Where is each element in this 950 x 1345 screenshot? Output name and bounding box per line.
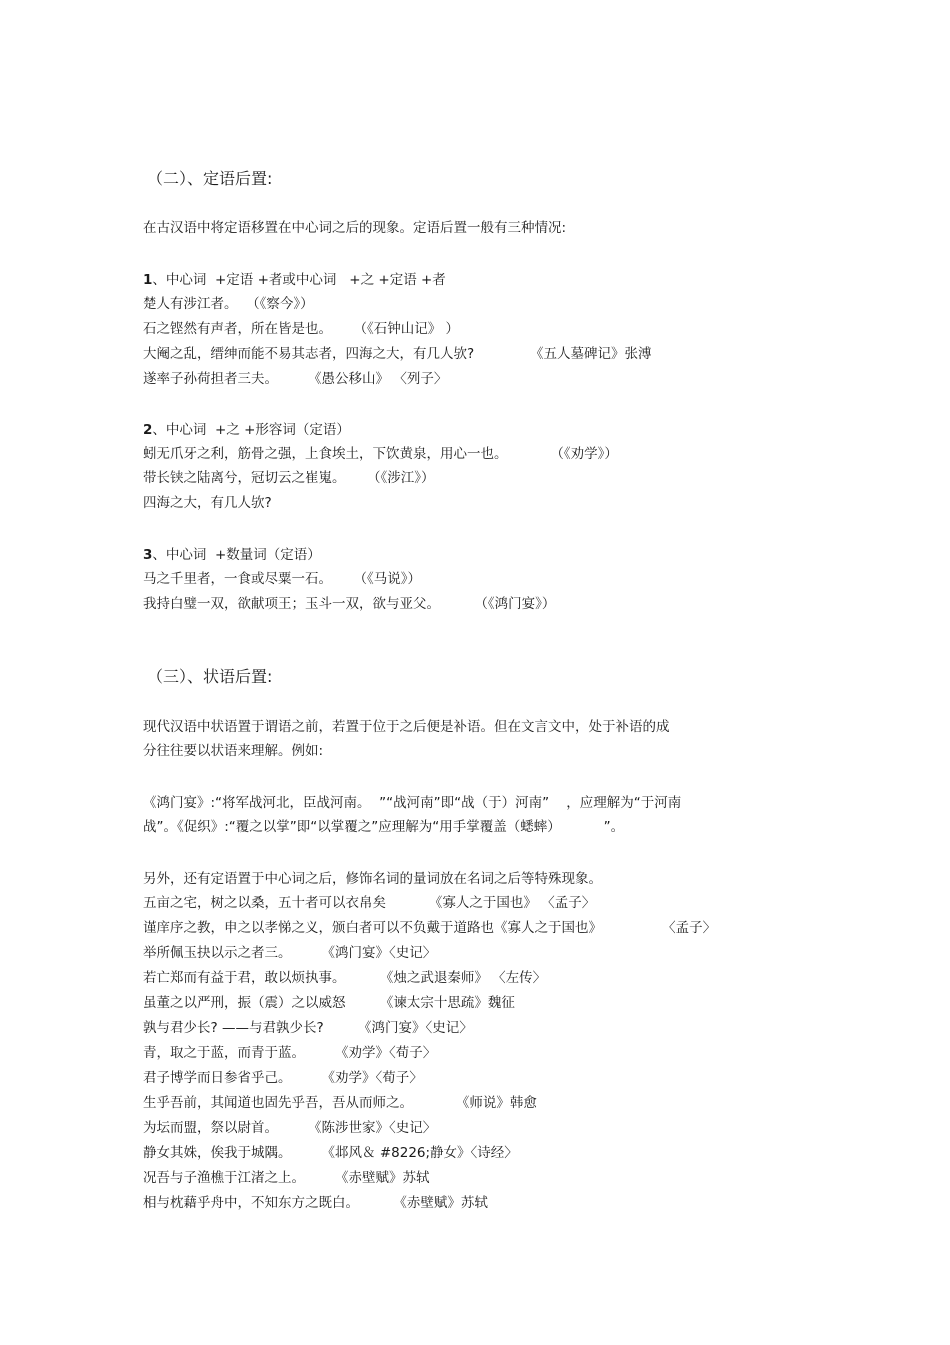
example-line: 马之千里者，一食或尽粟一石。 （《马说》） — [143, 571, 421, 587]
example-line: 相与枕藉乎舟中，不知东方之既白。 《赤壁赋》苏轼 — [143, 1195, 488, 1211]
group-2-title-text: 、中心词 +之 +形容词（定语） — [152, 422, 350, 438]
example-line: 举所佩玉抉以示之者三。 《鸿门宴》〈史记〉 — [143, 945, 437, 961]
example-line: 生乎吾前，其闻道也固先乎吾，吾从而师之。 《师说》韩愈 — [143, 1095, 537, 1111]
section-2-heading: （二）、定语后置: — [147, 169, 273, 188]
example-line: 四海之大，有几人欤? — [143, 495, 272, 511]
example-paragraph-line: 《鸿门宴》:“将军战河北，臣战河南。 ”“战河南”即“战（于）河南” ，应理解为“于河南 — [143, 795, 682, 811]
group-3-title-text: 、中心词 +数量词（定语） — [152, 547, 321, 563]
example-line: 五亩之宅，树之以桑，五十者可以衣帛矣 《寡人之于国也》 〈孟子〉 — [143, 895, 596, 911]
section-3-heading: （三）、状语后置: — [147, 667, 273, 686]
example-line: 青，取之于蓝，而青于蓝。 《劝学》〈荀子〉 — [143, 1045, 437, 1061]
group-1-number: 1 — [143, 272, 153, 288]
group-2-number: 2 — [143, 422, 153, 438]
example-paragraph-line: 战”。《促织》:“覆之以掌”即“以掌覆之”应理解为“用手掌覆盖（蟋蟀） ”。 — [143, 819, 625, 835]
group-3-number: 3 — [143, 547, 153, 563]
example-line: 楚人有涉江者。 （《察今》） — [143, 296, 314, 312]
group-1-title — [143, 270, 446, 290]
example-line: 蚓无爪牙之利，筋骨之强，上食埃土，下饮黄泉，用心一也。 （《劝学》） — [143, 446, 618, 462]
example-line: 况吾与子渔樵于江渚之上。 《赤壁赋》苏轼 — [143, 1170, 430, 1186]
example-line: 谨庠序之教，申之以孝悌之义，颁白者可以不负戴于道路也《寡人之于国也》 〈孟子〉 — [143, 920, 717, 936]
example-line: 我持白璧一双，欲献项王；玉斗一双，欲与亚父。 （《鸿门宴》） — [143, 596, 556, 612]
group-1-title-text: 、中心词 +定语 +者或中心词 +之 +定语 +者 — [152, 272, 446, 288]
section-3-more-intro: 另外，还有定语置于中心词之后，修饰名词的量词放在名词之后等特殊现象。 — [143, 871, 602, 887]
group-3-title — [143, 545, 321, 565]
example-line: 虽董之以严刑，振（震）之以威怒 《谏太宗十思疏》魏征 — [143, 995, 515, 1011]
example-line: 君子博学而日参省乎己。 《劝学》〈荀子〉 — [143, 1070, 423, 1086]
group-2-title — [143, 420, 350, 440]
example-line: 遂率子孙荷担者三夫。 《愚公移山》 〈列子〉 — [143, 371, 448, 387]
example-line: 大阉之乱，缙绅而能不易其志者，四海之大，有几人欤? 《五人墓碑记》张溥 — [143, 346, 652, 362]
example-line: 带长铗之陆离兮，冠切云之崔嵬。 （《涉江》） — [143, 470, 435, 486]
example-line: 若亡郑而有益于君，敢以烦执事。 《烛之武退秦师》 〈左传〉 — [143, 970, 547, 986]
example-line: 石之铿然有声者，所在皆是也。 （《石钟山记》 ） — [143, 321, 459, 337]
example-line: 为坛而盟，祭以尉首。 《陈涉世家》〈史记〉 — [143, 1120, 437, 1136]
section-3-intro-line: 现代汉语中状语置于谓语之前，若置于位于之后便是补语。但在文言文中，处于补语的成 — [143, 719, 670, 735]
section-2-intro: 在古汉语中将定语移置在中心词之后的现象。定语后置一般有三种情况: — [143, 220, 567, 236]
example-line: 孰与君少长? ——与君孰少长? 《鸿门宴》〈史记〉 — [143, 1020, 473, 1036]
section-3-intro-line: 分往往要以状语来理解。例如: — [143, 743, 324, 759]
example-line: 静女其姝，俟我于城隅。 《邶风＆ #8226;静女》〈诗经〉 — [143, 1145, 518, 1161]
